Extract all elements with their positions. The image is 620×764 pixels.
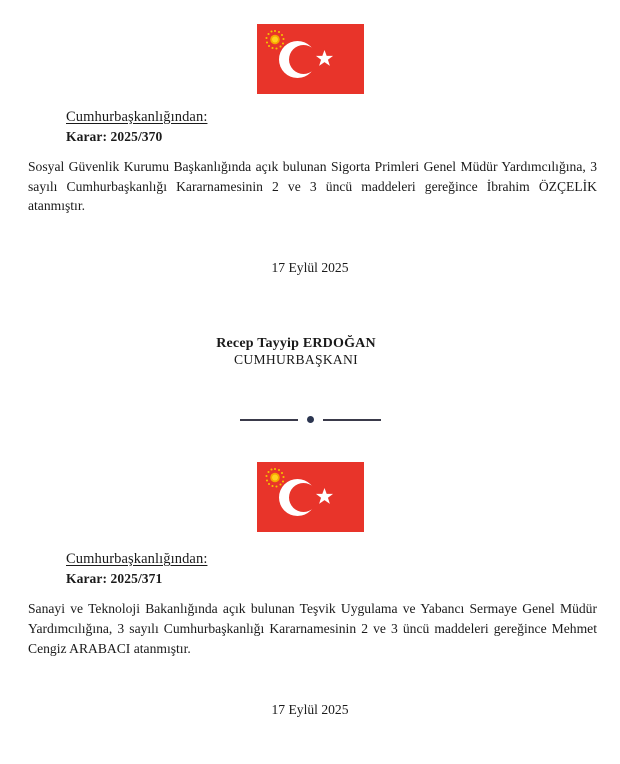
decree-date-1: 17 Eylül 2025 bbox=[271, 260, 349, 276]
signatory-name-1: Recep Tayyip ERDOĞAN bbox=[216, 336, 376, 352]
decree-number-2: Karar: 2025/371 bbox=[66, 571, 163, 587]
decree-body-2: Sanayi ve Teknoloji Bakanlığında açık bulunan Teşvik Uygulama ve Yabancı Sermaye Genel Müdür Yardımcılığına, 3 sayılı Cumhurbaşkanlığı Kararnamesinin 2 ve 3 üncü maddeleri gereğince Mehmet Cengiz ARABACI atanmıştır. bbox=[28, 601, 597, 656]
star-icon bbox=[315, 49, 334, 68]
section-divider bbox=[0, 416, 620, 423]
crescent-cutout bbox=[289, 45, 318, 74]
signatory-title-1: CUMHURBAŞKANI bbox=[234, 352, 358, 368]
flag-field bbox=[257, 24, 364, 94]
decree-heading-1: Cumhurbaşkanlığından: bbox=[66, 109, 208, 125]
signature-block-1 bbox=[0, 336, 620, 368]
divider-rule-left bbox=[240, 419, 298, 421]
turkish-flag-emblem-2 bbox=[0, 462, 620, 532]
divider-dot bbox=[307, 416, 314, 423]
turkish-flag-emblem-1 bbox=[0, 24, 620, 94]
decree-heading-2: Cumhurbaşkanlığından: bbox=[66, 551, 208, 568]
divider-rule-right bbox=[323, 419, 381, 421]
flag-field bbox=[257, 462, 364, 532]
star-icon bbox=[315, 487, 334, 506]
crescent-cutout bbox=[289, 483, 318, 512]
decree-body-1: Sosyal Güvenlik Kurumu Başkanlığında açık bulunan Sigorta Primleri Genel Müdür Yardımcılığına, 3 sayılı Cumhurbaşkanlığı Kararnamesinin 2 ve 3 üncü maddeleri gereğince İbrahim ÖZÇELİK atanmıştır. bbox=[28, 159, 597, 214]
decree-number-1: Karar: 2025/370 bbox=[66, 129, 163, 144]
decree-date-2: 17 Eylül 2025 bbox=[271, 702, 349, 718]
